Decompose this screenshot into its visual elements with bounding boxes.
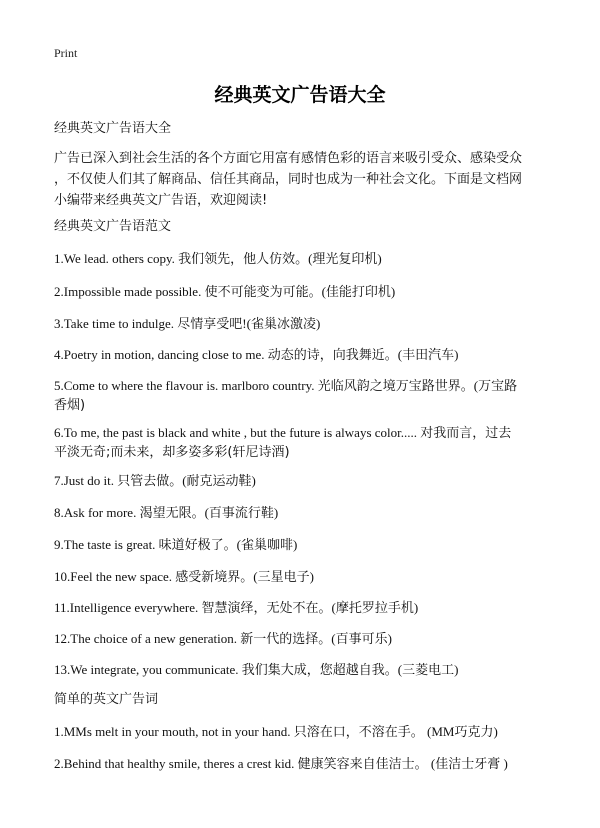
section-heading-simple: 简单的英文广告词 [54, 692, 159, 707]
slogan-item: 5.Come to where the flavour is. marlboro country. 光临风韵之境万宝路世界。(万宝路 [54, 378, 518, 393]
slogan-item-continued: 香烟) [54, 398, 86, 413]
intro-line: 广告已深入到社会生活的各个方面它用富有感情色彩的语言来吸引受众、感染受众 [54, 151, 523, 166]
section-heading-examples: 经典英文广告语范文 [54, 219, 172, 234]
slogan-item: 1.We lead. others copy. 我们领先，他人仿效。(理光复印机) [54, 251, 382, 266]
slogan-item: 10.Feel the new space. 感受新境界。(三星电子) [54, 569, 314, 584]
page-title: 经典英文广告语大全 [214, 84, 386, 106]
intro-paragraph [54, 148, 554, 211]
slogan-item-continued: 平淡无奇;而未来，却多姿多彩(轩尼诗酒) [54, 445, 290, 460]
slogan-item: 7.Just do it. 只管去做。(耐克运动鞋) [54, 473, 256, 488]
slogan-item: 8.Ask for more. 渴望无限。(百事流行鞋) [54, 505, 279, 520]
slogan-item: 2.Impossible made possible. 使不可能变为可能。(佳能打印机) [54, 284, 396, 299]
intro-line: ，不仅使人们其了解商品、信任其商品，同时也成为一种社会文化。下面是文档网 [54, 172, 523, 187]
slogan-item: 12.The choice of a new generation. 新一代的选择。(百事可乐) [54, 631, 392, 646]
print-link[interactable]: Print [54, 46, 78, 60]
slogan-item: 2.Behind that healthy smile, theres a crest kid. 健康笑容来自佳洁士。 (佳洁士牙膏 ) [54, 756, 508, 771]
slogan-item: 9.The taste is great. 味道好极了。(雀巢咖啡) [54, 537, 298, 552]
slogan-item: 6.To me, the past is black and white , but the future is always color..... 对我而言，过去 [54, 425, 512, 440]
slogan-item: 11.Intelligence everywhere. 智慧演绎，无处不在。(摩托罗拉手机) [54, 600, 419, 615]
slogan-item: 13.We integrate, you communicate. 我们集大成，您超越自我。(三菱电工) [54, 662, 459, 677]
document-subtitle: 经典英文广告语大全 [54, 121, 172, 136]
slogan-item: 4.Poetry in motion, dancing close to me. 动态的诗，向我舞近。(丰田汽车) [54, 347, 459, 362]
slogan-item: 3.Take time to indulge. 尽情享受吧!(雀巢冰激凌) [54, 316, 321, 331]
intro-line: 小编带来经典英文广告语，欢迎阅读! [54, 193, 268, 208]
slogan-item: 1.MMs melt in your mouth, not in your hand. 只溶在口，不溶在手。 (MM巧克力) [54, 724, 498, 739]
